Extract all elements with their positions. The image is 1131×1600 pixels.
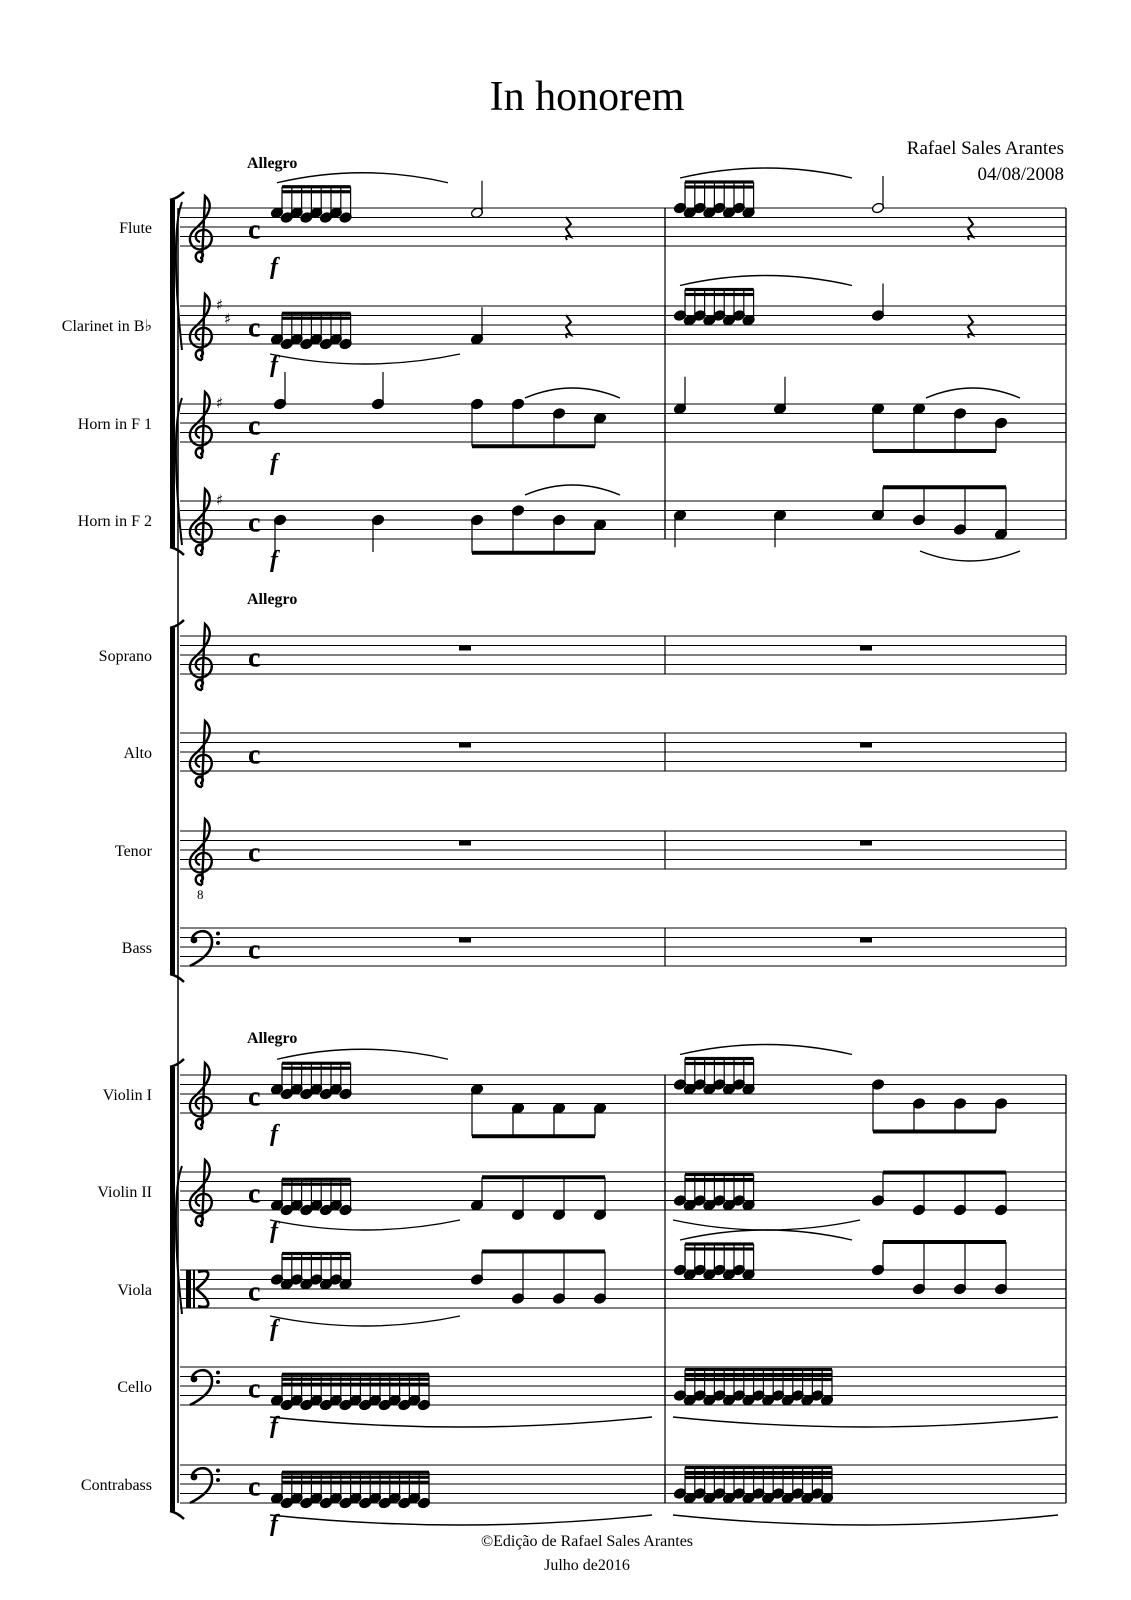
instrument-label: Bass <box>121 940 152 957</box>
instrument-label: Alto <box>123 745 152 762</box>
treble-clef <box>190 624 212 690</box>
slur <box>277 173 448 183</box>
edition-credit: ©Edição de Rafael Sales Arantes <box>480 1533 694 1550</box>
treble-clef <box>190 196 212 262</box>
common-time: c <box>248 1373 261 1405</box>
bracket-hook <box>170 192 184 200</box>
beam <box>685 1476 832 1479</box>
beam <box>282 1383 429 1386</box>
beam <box>685 185 754 188</box>
instrument-label: Viola <box>117 1282 152 1299</box>
staff-viola <box>117 1230 1066 1342</box>
tempo-marking: Allegro <box>247 1030 298 1047</box>
instrument-label: Horn in F 2 <box>77 513 152 530</box>
slur <box>680 1230 852 1240</box>
common-time: c <box>248 1471 261 1503</box>
quarter-rest <box>566 217 571 240</box>
beam <box>282 1378 429 1381</box>
beam <box>883 485 1006 489</box>
dynamic-forte: f <box>270 352 278 378</box>
beam <box>282 1257 351 1260</box>
group-bracket <box>170 628 175 974</box>
key-sharp-c: ♯ <box>224 310 232 328</box>
dynamic-forte: f <box>270 1413 278 1439</box>
beam <box>685 1471 832 1474</box>
beam <box>282 1481 429 1484</box>
beam <box>282 1067 351 1070</box>
sub-bracket <box>176 1166 182 1314</box>
staff-clarinet-in-b <box>62 276 1066 379</box>
quarter-rest <box>566 315 571 338</box>
dynamic-forte: f <box>270 1218 278 1244</box>
bass-clef <box>190 1370 212 1405</box>
beam <box>685 293 754 296</box>
dynamic-forte: f <box>270 1121 278 1147</box>
key-sharp-f: ♯ <box>216 491 224 509</box>
bracket-hook <box>170 620 184 628</box>
alto-clef-bar <box>186 1270 191 1308</box>
slur <box>277 1049 448 1059</box>
bracket-hook <box>170 974 184 982</box>
instrument-label: Cello <box>117 1379 152 1396</box>
slur <box>920 551 1020 561</box>
group-bracket <box>170 1067 175 1511</box>
slur <box>680 276 852 286</box>
tempo-marking: Allegro <box>247 591 298 608</box>
beam <box>873 449 996 453</box>
treble-clef <box>190 294 212 360</box>
staff-flute <box>119 168 1066 280</box>
instrument-label: Clarinet in B♭ <box>61 318 152 335</box>
slur <box>270 1316 460 1326</box>
treble-clef <box>190 392 212 458</box>
quarter-rest <box>968 315 973 338</box>
treble-clef <box>190 489 212 555</box>
beam <box>472 444 595 448</box>
beam <box>482 1175 605 1179</box>
slur <box>270 1515 652 1525</box>
slur <box>270 1417 652 1427</box>
beam <box>482 1250 605 1254</box>
beam <box>282 1373 429 1376</box>
bass-clef-dot <box>216 932 220 936</box>
beam <box>282 1062 351 1065</box>
slur <box>673 1417 1058 1427</box>
beam <box>685 1062 754 1065</box>
slur <box>270 354 460 364</box>
common-time: c <box>248 837 261 869</box>
instrument-label: Violin I <box>102 1087 152 1104</box>
dynamic-forte: f <box>270 254 278 280</box>
bass-clef-dot <box>191 1474 198 1481</box>
staff-tenor <box>115 819 1066 902</box>
whole-rest <box>459 938 471 943</box>
bass-clef <box>190 1468 212 1503</box>
common-time: c <box>248 934 261 966</box>
beam <box>685 1242 754 1245</box>
whole-rest <box>860 646 872 651</box>
common-time: c <box>248 312 261 344</box>
beam <box>685 1247 754 1250</box>
slur <box>525 485 620 495</box>
common-time: c <box>248 642 261 674</box>
instrument-label: Horn in F 1 <box>77 416 152 433</box>
instrument-label: Violin II <box>97 1184 152 1201</box>
instrument-label: Contrabass <box>80 1477 152 1494</box>
bass-clef-dot <box>216 1371 220 1375</box>
beam <box>685 1178 754 1181</box>
bracket-hook <box>170 1511 184 1519</box>
treble-clef <box>190 1063 212 1129</box>
beam <box>472 1134 595 1138</box>
instrument-label: Tenor <box>114 843 152 860</box>
whole-rest <box>459 841 471 846</box>
beam <box>883 1171 1006 1175</box>
staff-violin-i <box>103 1045 1066 1148</box>
staff-horn-in-f-1 <box>78 372 1066 476</box>
dynamic-forte: f <box>270 450 278 476</box>
slur <box>680 168 852 178</box>
common-time: c <box>248 1276 261 1308</box>
bass-clef-dot <box>216 1380 220 1384</box>
beam <box>282 185 351 188</box>
composition-date: 04/08/2008 <box>977 164 1064 185</box>
treble-clef <box>190 721 212 787</box>
beam <box>685 1368 832 1371</box>
composer-name: Rafael Sales Arantes <box>906 138 1064 159</box>
beam <box>685 1466 832 1469</box>
staff-contrabass <box>81 1465 1066 1537</box>
slur <box>680 1045 852 1055</box>
bass-clef-dot <box>216 1469 220 1473</box>
staff-bass <box>122 928 1066 966</box>
beam <box>685 1373 832 1376</box>
edition-date: Julho de2016 <box>544 1557 630 1574</box>
slur <box>525 388 620 398</box>
bass-clef-dot <box>216 1478 220 1482</box>
beam <box>282 1252 351 1255</box>
beam <box>282 312 351 315</box>
beam <box>282 1178 351 1181</box>
dynamic-forte: f <box>270 1511 278 1537</box>
slur <box>673 1515 1058 1525</box>
tempo-marking: Allegro <box>247 155 298 172</box>
whole-rest <box>860 743 872 748</box>
key-sharp-f: ♯ <box>216 296 224 314</box>
beam <box>282 190 351 193</box>
common-time: c <box>248 214 261 246</box>
treble-clef <box>190 1160 212 1226</box>
beam <box>282 1476 429 1479</box>
whole-rest <box>860 938 872 943</box>
staff-horn-in-f-2 <box>78 485 1066 573</box>
beam <box>472 551 595 555</box>
alto-clef-bar <box>193 1270 195 1308</box>
slur <box>270 1220 460 1230</box>
beam <box>685 1378 832 1381</box>
staff-soprano <box>99 624 1066 690</box>
sub-bracket <box>176 202 182 350</box>
whole-rest <box>459 743 471 748</box>
system <box>62 155 1066 1537</box>
bracket-hook <box>170 547 184 555</box>
instrument-label: Soprano <box>98 648 152 665</box>
bass-clef <box>190 931 212 966</box>
sub-bracket <box>176 398 182 545</box>
slur <box>926 388 1020 398</box>
bass-clef-dot <box>191 937 198 944</box>
quarter-rest <box>968 217 973 240</box>
common-time: c <box>248 1081 261 1113</box>
slur <box>673 1220 860 1230</box>
group-bracket <box>170 200 175 547</box>
beam <box>883 1240 1006 1244</box>
common-time: c <box>248 410 261 442</box>
beam <box>282 317 351 320</box>
beam <box>282 1183 351 1186</box>
beam <box>873 1130 996 1134</box>
whole-rest <box>860 841 872 846</box>
beam <box>282 1471 429 1474</box>
instrument-label: Flute <box>119 220 152 237</box>
dynamic-forte: f <box>270 547 278 573</box>
beam <box>685 1057 754 1060</box>
treble-clef <box>190 819 212 885</box>
common-time: c <box>248 1178 261 1210</box>
bass-clef-dot <box>216 941 220 945</box>
bracket-hook <box>170 1059 184 1067</box>
beam <box>685 180 754 183</box>
staff-cello <box>117 1367 1066 1439</box>
bass-clef-dot <box>191 1376 198 1383</box>
score-title: In honorem <box>489 74 685 120</box>
staff-violin-ii <box>97 1160 1066 1244</box>
beam <box>685 288 754 291</box>
common-time: c <box>248 739 261 771</box>
beam <box>685 1173 754 1176</box>
key-sharp-f: ♯ <box>216 394 224 412</box>
dynamic-forte: f <box>270 1316 278 1342</box>
octave-marker: 8 <box>197 887 204 902</box>
staff-alto <box>124 721 1066 787</box>
whole-rest <box>459 646 471 651</box>
common-time: c <box>248 507 261 539</box>
